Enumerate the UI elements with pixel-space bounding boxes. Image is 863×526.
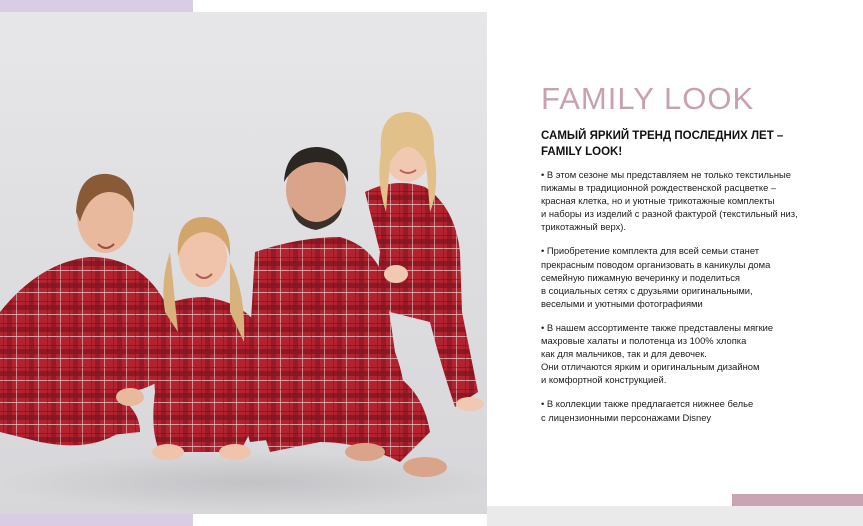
family-pajamas-photo xyxy=(0,12,487,514)
woman-figure xyxy=(0,174,170,445)
text-column xyxy=(541,80,841,424)
page-subtitle: САМЫЙ ЯРКИЙ ТРЕНД ПОСЛЕДНИХ ЛЕТ – FAMILY LOOK! xyxy=(541,130,784,158)
bottom-right-grey-bar xyxy=(487,506,863,526)
bottom-right-pink-bar xyxy=(732,494,863,506)
paragraph-disney-underwear: • В коллекции также предлагается нижнее белье с лицензионными персонажами Disney xyxy=(541,398,754,423)
paragraph-bathrobes-towels: • В нашем ассортименте также представлены мягкие махровые халаты и полотенца из 100% хлопка как для мальчиков, так и для девочек. Они отличаются ярким и оригинальным дизайном и комфортной конструкцией. xyxy=(541,321,774,386)
bottom-left-accent-bar xyxy=(0,514,193,526)
paragraph-family-party: • Приобретение комплекта для всей семьи станет прекрасным поводом организовать в каникулы дома семейную пижамную вечеринку и поделиться в социальных сетях с друзьями оригинальными, веселыми и уютными фотографиями xyxy=(541,245,771,309)
top-left-accent-bar xyxy=(0,0,193,12)
girl-figure xyxy=(150,217,262,460)
page-title: FAMILY LOOK xyxy=(541,81,755,116)
paragraph-textile-pajamas: • В этом сезоне мы представляем не только текстильные пижамы в традиционной рождественской расцветке – красная клетка, но и уютные трикотажные комплекты и наборы из изделий с разной фактурой (текстильный низ, трикотажный верх). xyxy=(541,169,798,233)
